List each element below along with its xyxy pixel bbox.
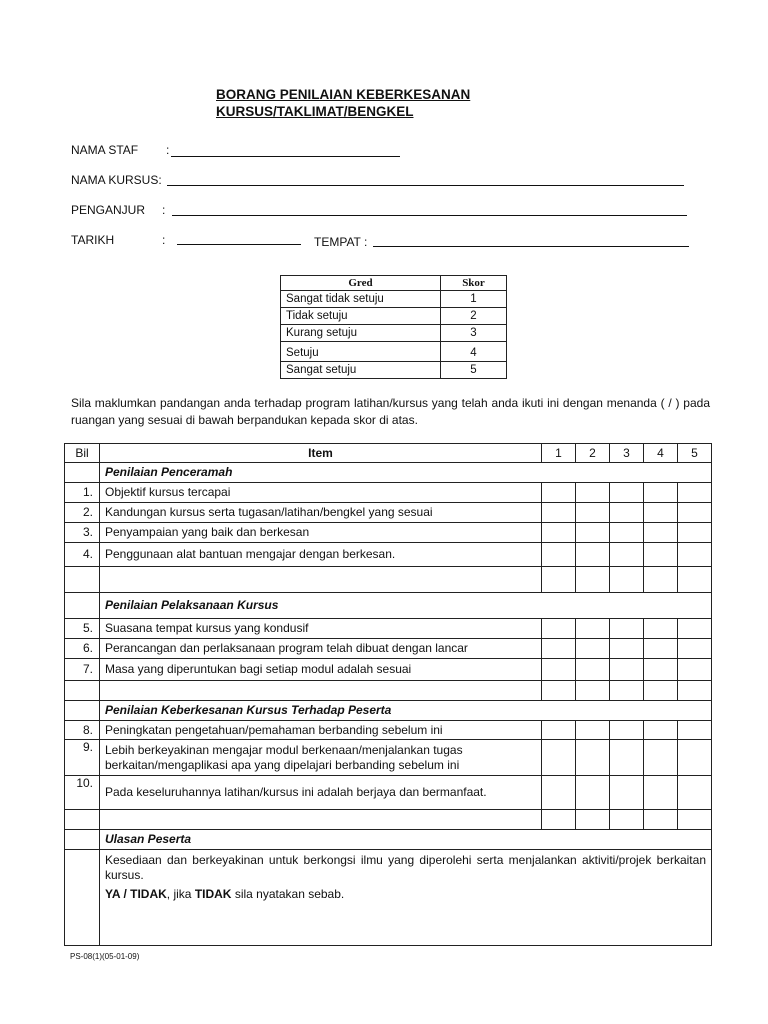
section-row xyxy=(65,463,712,483)
bil-cell xyxy=(65,463,100,483)
score-cell[interactable] xyxy=(610,639,644,659)
score-cell[interactable] xyxy=(644,721,678,740)
item-text: Pada keseluruhannya latihan/kursus ini adalah berjaya dan bermanfaat. xyxy=(100,776,542,810)
grade-score: 3 xyxy=(441,325,507,342)
table-row xyxy=(65,483,712,503)
form-title-line2: KURSUS/TAKLIMAT/BENGKEL xyxy=(216,104,414,119)
bil-cell xyxy=(65,593,100,619)
bil-cell xyxy=(65,850,100,946)
nama-staf-field[interactable] xyxy=(171,156,400,157)
ulasan-row xyxy=(65,850,712,946)
table-header-row xyxy=(65,444,712,463)
empty-row xyxy=(65,681,712,701)
score-cell[interactable] xyxy=(542,503,576,523)
grade-score: 1 xyxy=(441,291,507,308)
item-text: Kandungan kursus serta tugasan/latihan/bengkel yang sesuai xyxy=(100,503,542,523)
header-score-1: 1 xyxy=(542,444,576,463)
score-cell[interactable] xyxy=(610,483,644,503)
score-cell[interactable] xyxy=(576,639,610,659)
nama-staf-label: NAMA STAF xyxy=(71,143,139,157)
item-text: Penggunaan alat bantuan mengajar dengan berkesan. xyxy=(100,543,542,567)
score-cell[interactable] xyxy=(678,619,712,639)
section-row xyxy=(65,593,712,619)
item-number: 8. xyxy=(65,721,100,740)
tempat-label: TEMPAT : xyxy=(314,235,368,249)
grade-row xyxy=(281,308,507,325)
score-cell[interactable] xyxy=(610,659,644,681)
score-cell[interactable] xyxy=(644,639,678,659)
score-cell[interactable] xyxy=(644,659,678,681)
grade-header-skor: Skor xyxy=(441,276,507,291)
ya-tidak-option[interactable]: YA / TIDAK xyxy=(105,887,167,901)
item-number: 3. xyxy=(65,523,100,543)
score-cell[interactable] xyxy=(542,721,576,740)
item-text: Peningkatan pengetahuan/pemahaman berbanding sebelum ini xyxy=(100,721,542,740)
grade-row xyxy=(281,325,507,342)
score-cell[interactable] xyxy=(678,776,712,810)
score-cell[interactable] xyxy=(644,543,678,567)
score-cell[interactable] xyxy=(678,483,712,503)
table-row xyxy=(65,543,712,567)
score-cell[interactable] xyxy=(542,639,576,659)
grade-score: 4 xyxy=(441,342,507,362)
form-title xyxy=(216,86,470,120)
grade-label: Tidak setuju xyxy=(281,308,441,325)
bil-cell xyxy=(65,830,100,850)
score-cell[interactable] xyxy=(576,776,610,810)
grade-row xyxy=(281,342,507,362)
grade-row xyxy=(281,362,507,379)
empty-row xyxy=(65,567,712,593)
nama-staf-colon: : xyxy=(166,143,170,157)
table-row xyxy=(65,523,712,543)
score-cell[interactable] xyxy=(678,543,712,567)
section-title-penceramah: Penilaian Penceramah xyxy=(100,463,712,483)
item-text: Penyampaian yang baik dan berkesan xyxy=(100,523,542,543)
score-cell[interactable] xyxy=(644,503,678,523)
item-number: 1. xyxy=(65,483,100,503)
ulasan-question: Kesediaan dan berkeyakinan untuk berkongsi ilmu yang diperolehi serta menjalankan aktiviti/projek berkaitan kursus. xyxy=(105,853,706,882)
ulasan-end: sila nyatakan sebab. xyxy=(231,887,345,901)
score-cell[interactable] xyxy=(542,543,576,567)
score-cell[interactable] xyxy=(644,619,678,639)
score-cell[interactable] xyxy=(542,659,576,681)
score-cell[interactable] xyxy=(678,503,712,523)
table-row xyxy=(65,619,712,639)
form-title-line1: BORANG PENILAIAN KEBERKESANAN xyxy=(216,87,471,102)
grade-score: 2 xyxy=(441,308,507,325)
item-text: Masa yang diperuntukan bagi setiap modul adalah sesuai xyxy=(100,659,542,681)
item-number: 5. xyxy=(65,619,100,639)
score-cell[interactable] xyxy=(542,776,576,810)
header-item: Item xyxy=(100,444,542,463)
ulasan-answer-line xyxy=(105,887,706,902)
tarikh-field[interactable] xyxy=(177,244,301,245)
grade-score: 5 xyxy=(441,362,507,379)
grade-label: Kurang setuju xyxy=(281,325,441,342)
bil-cell xyxy=(65,701,100,721)
score-cell[interactable] xyxy=(610,619,644,639)
instructions-text: Sila maklumkan pandangan anda terhadap program latihan/kursus yang telah anda ikuti ini dengan menanda ( / ) pada ruangan yang sesuai di bawah berpandukan kepada skor di atas. xyxy=(71,396,710,427)
table-row xyxy=(65,639,712,659)
section-title-ulasan: Ulasan Peserta xyxy=(100,830,712,850)
penganjur-field[interactable] xyxy=(172,215,687,216)
score-cell[interactable] xyxy=(678,523,712,543)
grade-label: Sangat setuju xyxy=(281,362,441,379)
header-score-5: 5 xyxy=(678,444,712,463)
grade-row xyxy=(281,291,507,308)
score-cell[interactable] xyxy=(542,523,576,543)
grade-label: Setuju xyxy=(281,342,441,362)
score-cell[interactable] xyxy=(644,740,678,776)
score-cell[interactable] xyxy=(610,543,644,567)
score-cell[interactable] xyxy=(576,740,610,776)
header-score-3: 3 xyxy=(610,444,644,463)
score-cell[interactable] xyxy=(576,503,610,523)
score-cell[interactable] xyxy=(644,776,678,810)
table-row xyxy=(65,659,712,681)
header-score-4: 4 xyxy=(644,444,678,463)
empty-row xyxy=(65,810,712,830)
item-text: Suasana tempat kursus yang kondusif xyxy=(100,619,542,639)
form-code: PS-08(1)(05-01-09) xyxy=(70,952,140,961)
score-cell[interactable] xyxy=(678,721,712,740)
item-number: 4. xyxy=(65,543,100,567)
score-cell[interactable] xyxy=(610,776,644,810)
header-bil: Bil xyxy=(65,444,100,463)
nama-kursus-label: NAMA KURSUS: xyxy=(71,173,162,187)
score-cell[interactable] xyxy=(576,483,610,503)
header-score-2: 2 xyxy=(576,444,610,463)
tidak-label: TIDAK xyxy=(194,887,232,901)
table-row xyxy=(65,740,712,776)
penganjur-colon: : xyxy=(162,203,166,217)
ulasan-cell[interactable] xyxy=(100,850,712,946)
grade-table xyxy=(280,275,507,379)
table-row xyxy=(65,776,712,810)
section-row xyxy=(65,701,712,721)
score-cell[interactable] xyxy=(542,483,576,503)
grade-header-gred: Gred xyxy=(281,276,441,291)
score-cell[interactable] xyxy=(576,523,610,543)
section-row xyxy=(65,830,712,850)
table-row xyxy=(65,721,712,740)
item-text: Lebih berkeyakinan mengajar modul berkenaan/menjalankan tugas berkaitan/mengaplikasi apa yang dipelajari berbanding sebelum ini xyxy=(100,740,542,776)
item-number: 10. xyxy=(65,776,100,810)
score-cell[interactable] xyxy=(576,721,610,740)
score-cell[interactable] xyxy=(610,721,644,740)
table-row xyxy=(65,503,712,523)
tarikh-colon: : xyxy=(162,233,166,247)
score-cell[interactable] xyxy=(542,740,576,776)
score-cell[interactable] xyxy=(576,659,610,681)
score-cell[interactable] xyxy=(576,619,610,639)
score-cell[interactable] xyxy=(610,503,644,523)
score-cell[interactable] xyxy=(644,523,678,543)
score-cell[interactable] xyxy=(678,740,712,776)
grade-label: Sangat tidak setuju xyxy=(281,291,441,308)
score-cell[interactable] xyxy=(542,619,576,639)
score-cell[interactable] xyxy=(610,523,644,543)
score-cell[interactable] xyxy=(644,483,678,503)
score-cell[interactable] xyxy=(678,639,712,659)
item-number: 9. xyxy=(65,740,100,776)
nama-kursus-field[interactable] xyxy=(167,185,684,186)
score-cell[interactable] xyxy=(678,659,712,681)
section-title-keberkesanan: Penilaian Keberkesanan Kursus Terhadap Peserta xyxy=(100,701,712,721)
tempat-field[interactable] xyxy=(373,246,689,247)
section-title-pelaksanaan: Penilaian Pelaksanaan Kursus xyxy=(100,593,712,619)
evaluation-table xyxy=(64,443,712,946)
score-cell[interactable] xyxy=(576,543,610,567)
tarikh-label: TARIKH xyxy=(71,233,115,247)
score-cell[interactable] xyxy=(610,740,644,776)
item-number: 7. xyxy=(65,659,100,681)
ulasan-jika: , jika xyxy=(166,887,195,901)
item-number: 2. xyxy=(65,503,100,523)
item-text: Objektif kursus tercapai xyxy=(100,483,542,503)
item-text: Perancangan dan perlaksanaan program telah dibuat dengan lancar xyxy=(100,639,542,659)
item-number: 6. xyxy=(65,639,100,659)
penganjur-label: PENGANJUR xyxy=(71,203,146,217)
